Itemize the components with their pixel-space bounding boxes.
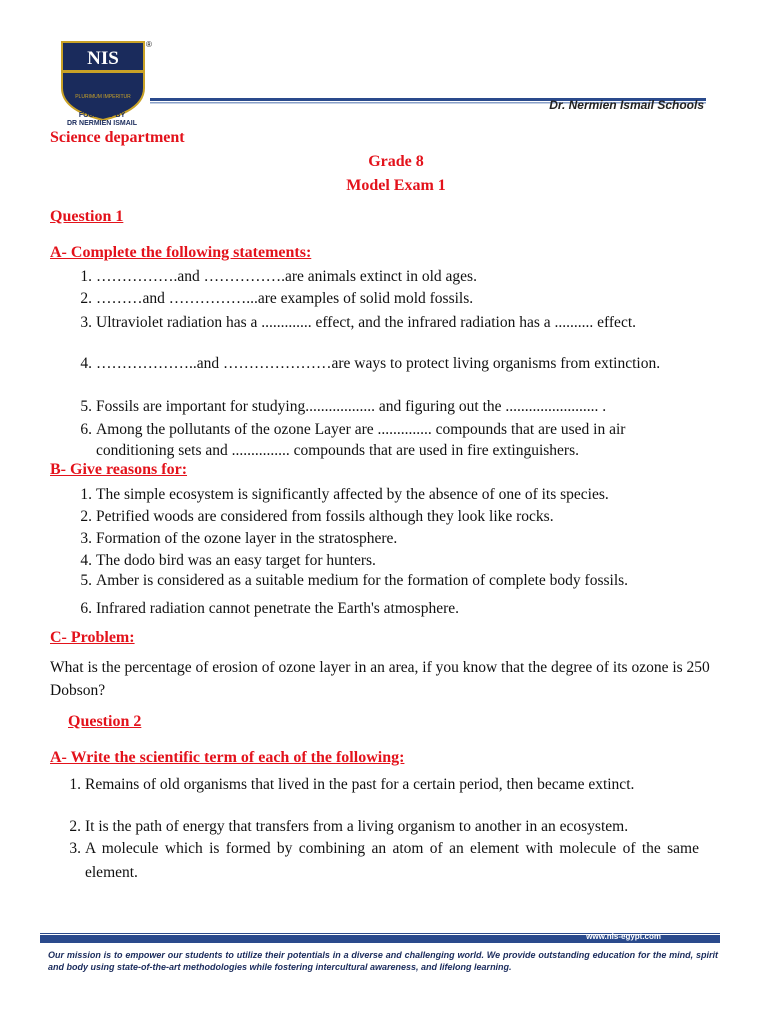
item-number: 4. [80, 355, 92, 372]
item-number: 1. [80, 486, 92, 503]
list-item [70, 266, 680, 287]
item-number: 5. [80, 572, 92, 589]
item-number: 4. [80, 552, 92, 569]
item-text: ………and ……………...are examples of solid mold fossils. [96, 290, 474, 307]
section-a-complete-title: A- Complete the following statements: [50, 244, 312, 261]
registered-mark: ® [146, 40, 152, 49]
item-text: Ultraviolet radiation has a ............. effect, and the infrared radiation has a .......... effect. [96, 314, 637, 331]
list-item [59, 774, 704, 816]
school-name: Dr. Nermien Ismail Schools [549, 98, 704, 112]
item-number: 1. [80, 268, 92, 285]
list-item [70, 353, 680, 395]
item-text: Among the pollutants of the ozone Layer are .............. compounds that are used in air conditioning sets and ............... compounds that are used in fire extinguishers. [96, 421, 626, 459]
list-item [70, 312, 680, 354]
item-text: Remains of old organisms that lived in the past for a certain period, then became extinct. [85, 776, 635, 793]
item-text: The simple ecosystem is significantly affected by the absence of one of its species. [96, 486, 609, 503]
item-text: ………………..and …………………are ways to protect living organisms from extinction. [96, 355, 661, 372]
logo-motto: PLURIMUM IMPERITUR [75, 94, 131, 100]
section-a-terms-title: A- Write the scientific term of each of the following: [50, 749, 405, 766]
list-item [70, 396, 680, 417]
list-item [70, 598, 710, 619]
founded-by-label: FOUNDED BY [78, 112, 126, 119]
list-item [70, 506, 710, 527]
nis-logo [56, 40, 150, 122]
item-text: …………….and …………….are animals extinct in old ages. [96, 268, 477, 285]
exam-title: Model Exam 1 [346, 177, 446, 194]
section-c-problem-title: C- Problem: [50, 629, 135, 646]
logo-text: NIS [87, 48, 119, 69]
question-2-title: Question 2 [68, 713, 142, 730]
question-1-title: Question 1 [50, 208, 124, 225]
section-b-reasons-title: B- Give reasons for: [50, 461, 188, 478]
item-text: A molecule which is formed by combining an atom of an element with molecule of the same element. [85, 840, 699, 881]
item-text: The dodo bird was an easy target for hunters. [96, 552, 376, 569]
problem-text: What is the percentage of erosion of ozone layer in an area, if you know that the degree of its ozone is 250 Dobson? [50, 659, 710, 699]
founder-name: DR NERMIEN ISMAIL [67, 120, 137, 127]
item-number: 2. [80, 290, 92, 307]
item-number: 5. [80, 398, 92, 415]
item-text: Amber is considered as a suitable medium for the formation of complete body fossils. [96, 572, 629, 589]
item-number: 3. [80, 314, 92, 331]
item-number: 6. [80, 600, 92, 617]
item-text: Formation of the ozone layer in the stratosphere. [96, 530, 398, 547]
list-item [70, 419, 680, 461]
item-text: It is the path of energy that transfers from a living organism to another in an ecosystem. [85, 818, 629, 835]
item-number: 3. [80, 530, 92, 547]
item-number: 3. [69, 840, 81, 857]
list-item [70, 528, 710, 549]
list-item [59, 837, 704, 883]
list-item [70, 484, 710, 505]
grade-title: Grade 8 [368, 153, 424, 170]
list-item [70, 570, 710, 591]
website-url[interactable]: www.nis-egypt.com [586, 932, 661, 941]
item-text: Infrared radiation cannot penetrate the Earth's atmosphere. [96, 600, 460, 617]
item-text: Fossils are important for studying.................. and figuring out the ........................ . [96, 398, 607, 415]
item-number: 1. [69, 776, 81, 793]
item-number: 2. [69, 818, 81, 835]
item-text: Petrified woods are considered from fossils although they look like rocks. [96, 508, 554, 525]
list-item [70, 550, 710, 571]
list-item [59, 816, 704, 837]
item-number: 6. [80, 421, 92, 438]
founded-by-caption [50, 112, 154, 128]
list-item [70, 288, 680, 309]
mission-statement: Our mission is to empower our students to utilize their potentials in a diverse and challenging world. We provide outstanding education for the mind, spirit and body using state-of-the-art methodologies while fostering intercultural awareness, and lifelong learning. [48, 950, 718, 972]
item-number: 2. [80, 508, 92, 525]
department-title: Science department [50, 129, 185, 146]
